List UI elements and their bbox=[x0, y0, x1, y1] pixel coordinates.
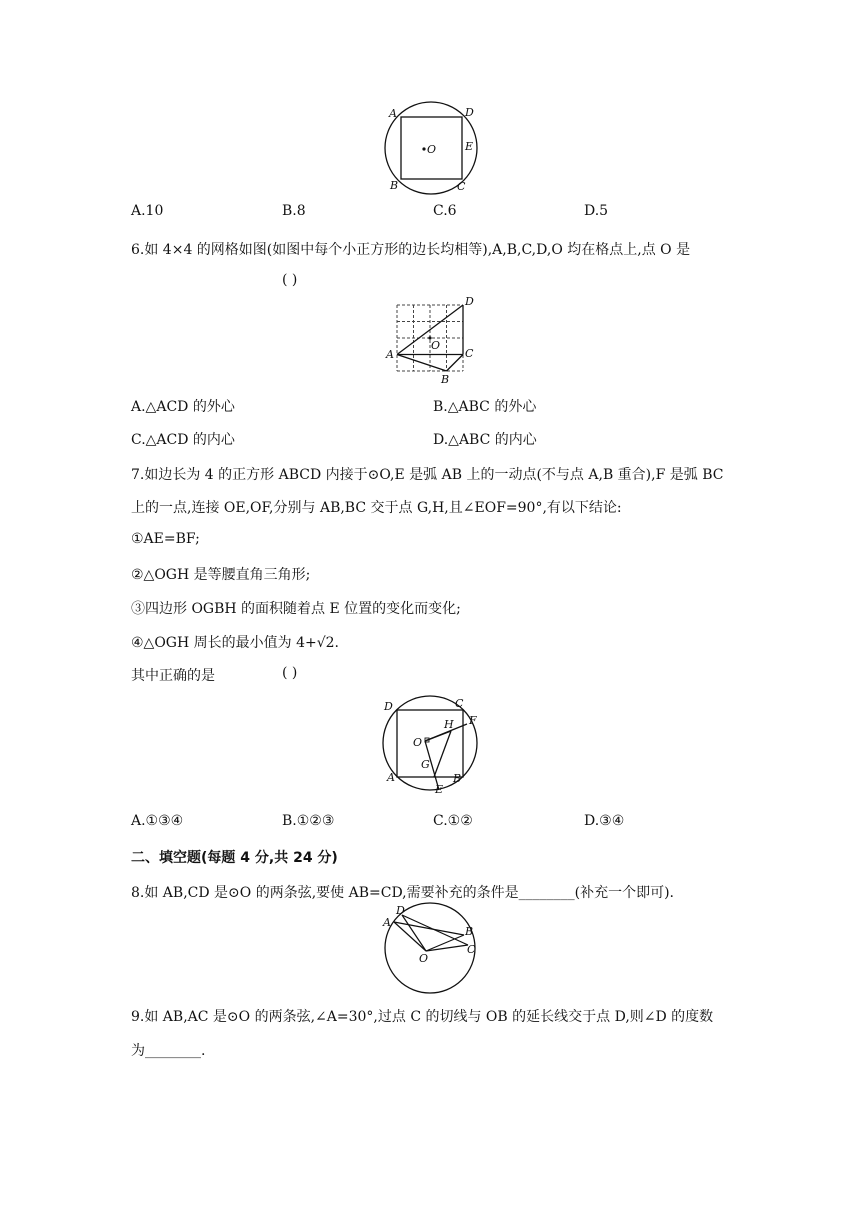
q7-label-c: C bbox=[455, 697, 464, 710]
q7-label-g: G bbox=[421, 758, 430, 771]
q7-label-b: B bbox=[453, 772, 462, 785]
q6-label-b: B bbox=[441, 373, 450, 386]
q6-option-a: A.△ACD 的外心 bbox=[131, 399, 235, 415]
q5-label-d: D bbox=[465, 106, 474, 119]
q6-label-c: C bbox=[465, 347, 474, 360]
q7-answer-paren: ( ) bbox=[282, 665, 298, 681]
q9-stem-line1: 9.如 AB,AC 是⊙O 的两条弦,∠A=30°,过点 C 的切线与 OB 的延长线交于点 D,则∠D 的度数 bbox=[131, 1009, 714, 1025]
q7-option-a: A.①③④ bbox=[131, 813, 184, 829]
q5-option-a: A.10 bbox=[131, 203, 164, 219]
q5-center-dot bbox=[422, 147, 425, 150]
q6-label-o: O bbox=[431, 339, 441, 352]
q7-label-h: H bbox=[444, 718, 454, 731]
q7-conclusion-1: ①AE=BF; bbox=[131, 531, 200, 547]
q7-option-c: C.①② bbox=[433, 813, 473, 829]
q7-conclusion-2: ②△OGH 是等腰直角三角形; bbox=[131, 567, 311, 583]
q6-figure bbox=[383, 294, 478, 386]
q8-label-c: C bbox=[467, 943, 476, 956]
q7-label-f: F bbox=[469, 714, 477, 727]
q8-stem: 8.如 AB,CD 是⊙O 的两条弦,要使 AB=CD,需要补充的条件是________(补充一个即可). bbox=[131, 885, 674, 901]
q6-option-d: D.△ABC 的内心 bbox=[433, 432, 537, 448]
q5-label-a: A bbox=[389, 107, 397, 120]
q7-stem-line1: 7.如边长为 4 的正方形 ABCD 内接于⊙O,E 是弧 AB 上的一动点(不与点 A,B 重合),F 是弧 BC bbox=[131, 467, 724, 483]
q7-label-a: A bbox=[387, 771, 395, 784]
q6-label-a: A bbox=[386, 348, 394, 361]
q8-label-d: D bbox=[396, 904, 405, 917]
q7-ask: 其中正确的是 bbox=[131, 668, 215, 684]
q5-option-c: C.6 bbox=[433, 203, 457, 219]
q7-label-d: D bbox=[384, 700, 393, 713]
section-heading-fill-in: 二、填空题(每题 4 分,共 24 分) bbox=[131, 850, 338, 866]
q6-answer-paren: ( ) bbox=[282, 272, 298, 288]
q7-stem-line2: 上的一点,连接 OE,OF,分别与 AB,BC 交于点 G,H,且∠EOF=90°,有以下结论: bbox=[131, 500, 622, 516]
q6-option-c: C.△ACD 的内心 bbox=[131, 432, 235, 448]
q9-stem-line2: 为________. bbox=[131, 1043, 206, 1059]
q8-label-a: A bbox=[383, 916, 391, 929]
q5-label-c: C bbox=[457, 180, 466, 193]
q8-figure bbox=[380, 902, 480, 994]
q7-figure bbox=[378, 694, 483, 796]
q7-label-e: E bbox=[435, 783, 444, 796]
q5-label-e: E bbox=[465, 140, 474, 153]
q5-label-o: O bbox=[427, 143, 437, 156]
q8-label-o: O bbox=[419, 952, 429, 965]
q5-option-d: D.5 bbox=[584, 203, 609, 219]
q7-conclusion-3: ③四边形 OGBH 的面积随着点 E 位置的变化而变化; bbox=[131, 601, 461, 617]
q6-stem: 6.如 4×4 的网格如图(如图中每个小正方形的边长均相等),A,B,C,D,O 均在格点上,点 O 是 bbox=[131, 242, 691, 258]
q5-option-b: B.8 bbox=[282, 203, 306, 219]
q7-label-o: O bbox=[413, 736, 423, 749]
q5-label-b: B bbox=[390, 179, 399, 192]
q7-conclusion-4: ④△OGH 周长的最小值为 4+√2. bbox=[131, 635, 340, 651]
q6-option-b: B.△ABC 的外心 bbox=[433, 399, 537, 415]
q6-label-d: D bbox=[465, 295, 474, 308]
q5-figure bbox=[380, 100, 480, 195]
q8-label-b: B bbox=[465, 925, 474, 938]
q7-option-d: D.③④ bbox=[584, 813, 625, 829]
q7-option-b: B.①②③ bbox=[282, 813, 335, 829]
